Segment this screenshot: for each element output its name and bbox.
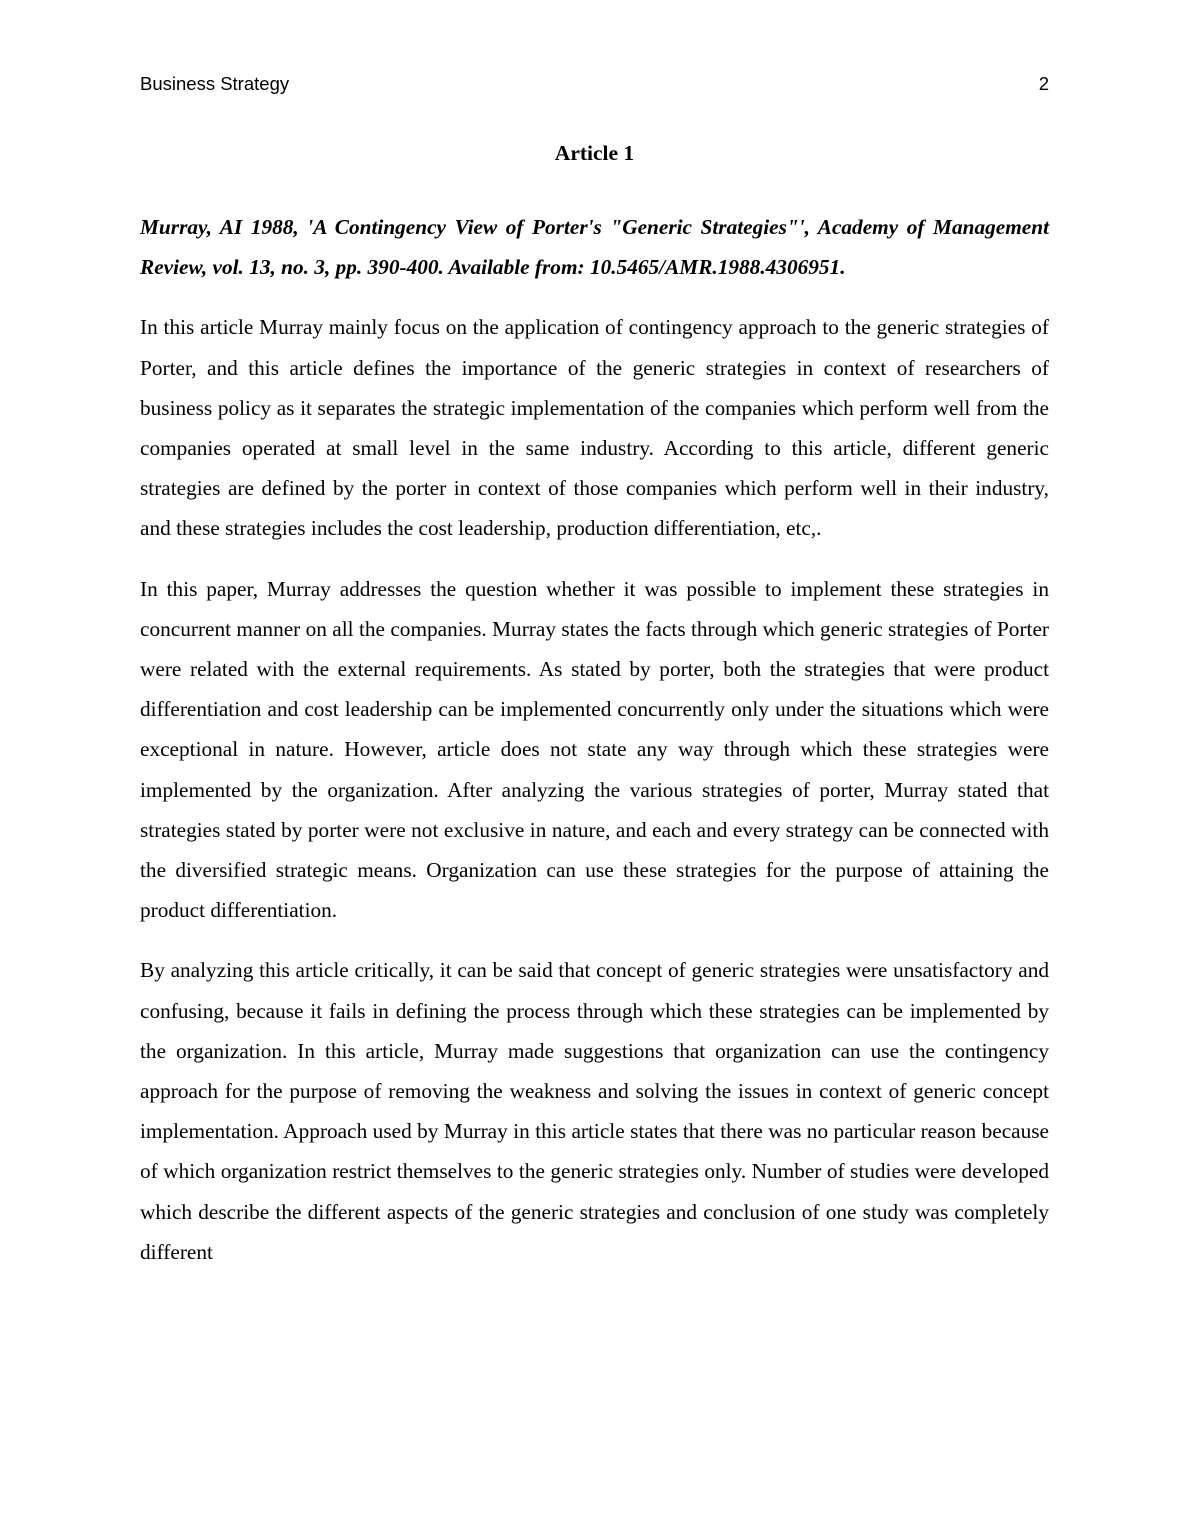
running-title: Business Strategy — [140, 73, 290, 94]
article-body — [140, 207, 1049, 1292]
paragraph-2: In this paper, Murray addresses the question whether it was possible to implement these strategies in concurrent manner on all the companies. Murray states the facts through which generic strategies of Porter were related with the external requirements. As stated by porter, both the strategies that were product differentiation and cost leadership can be implemented concurrently only under the situations which were exceptional in nature. However, article does not state any way through which these strategies were implemented by the organization. After analyzing the various strategies of porter, Murray stated that strategies stated by porter were not exclusive in nature, and each and every strategy can be connected with the diversified strategic means. Organization can use these strategies for the purpose of attaining the product differentiation. — [140, 576, 1049, 923]
paragraph-1: In this article Murray mainly focus on the application of contingency approach to the generic strategies of Porter, and this article defines the importance of the generic strategies in context of researchers of business policy as it separates the strategic implementation of the companies which perform well from the companies operated at small level in the same industry. According to this article, different generic strategies are defined by the porter in context of those companies which perform well in their industry, and these strategies includes the cost leadership, production differentiation, etc,. — [140, 315, 1049, 541]
paragraph-3: By analyzing this article critically, it can be said that concept of generic strategies were unsatisfactory and confusing, because it fails in defining the process through which these strategies can be implemented by the organization. In this article, Murray made suggestions that organization can use the contingency approach for the purpose of removing the weakness and solving the issues in context of generic concept implementation. Approach used by Murray in this article states that there was no particular reason because of which organization restrict themselves to the generic strategies only. Number of studies were developed which describe the different aspects of the generic strategies and conclusion of one study was completely different — [140, 958, 1049, 1264]
article-heading: Article 1 — [554, 141, 635, 165]
citation-reference: Murray, AI 1988, 'A Contingency View of Porter's "Generic Strategies"', Academy of Management Review, vol. 13, no. 3, pp. 390-400. Available from: 10.5465/AMR.1988.4306951. — [140, 215, 1049, 280]
running-header — [140, 71, 1049, 97]
page-number: 2 — [1038, 73, 1049, 94]
